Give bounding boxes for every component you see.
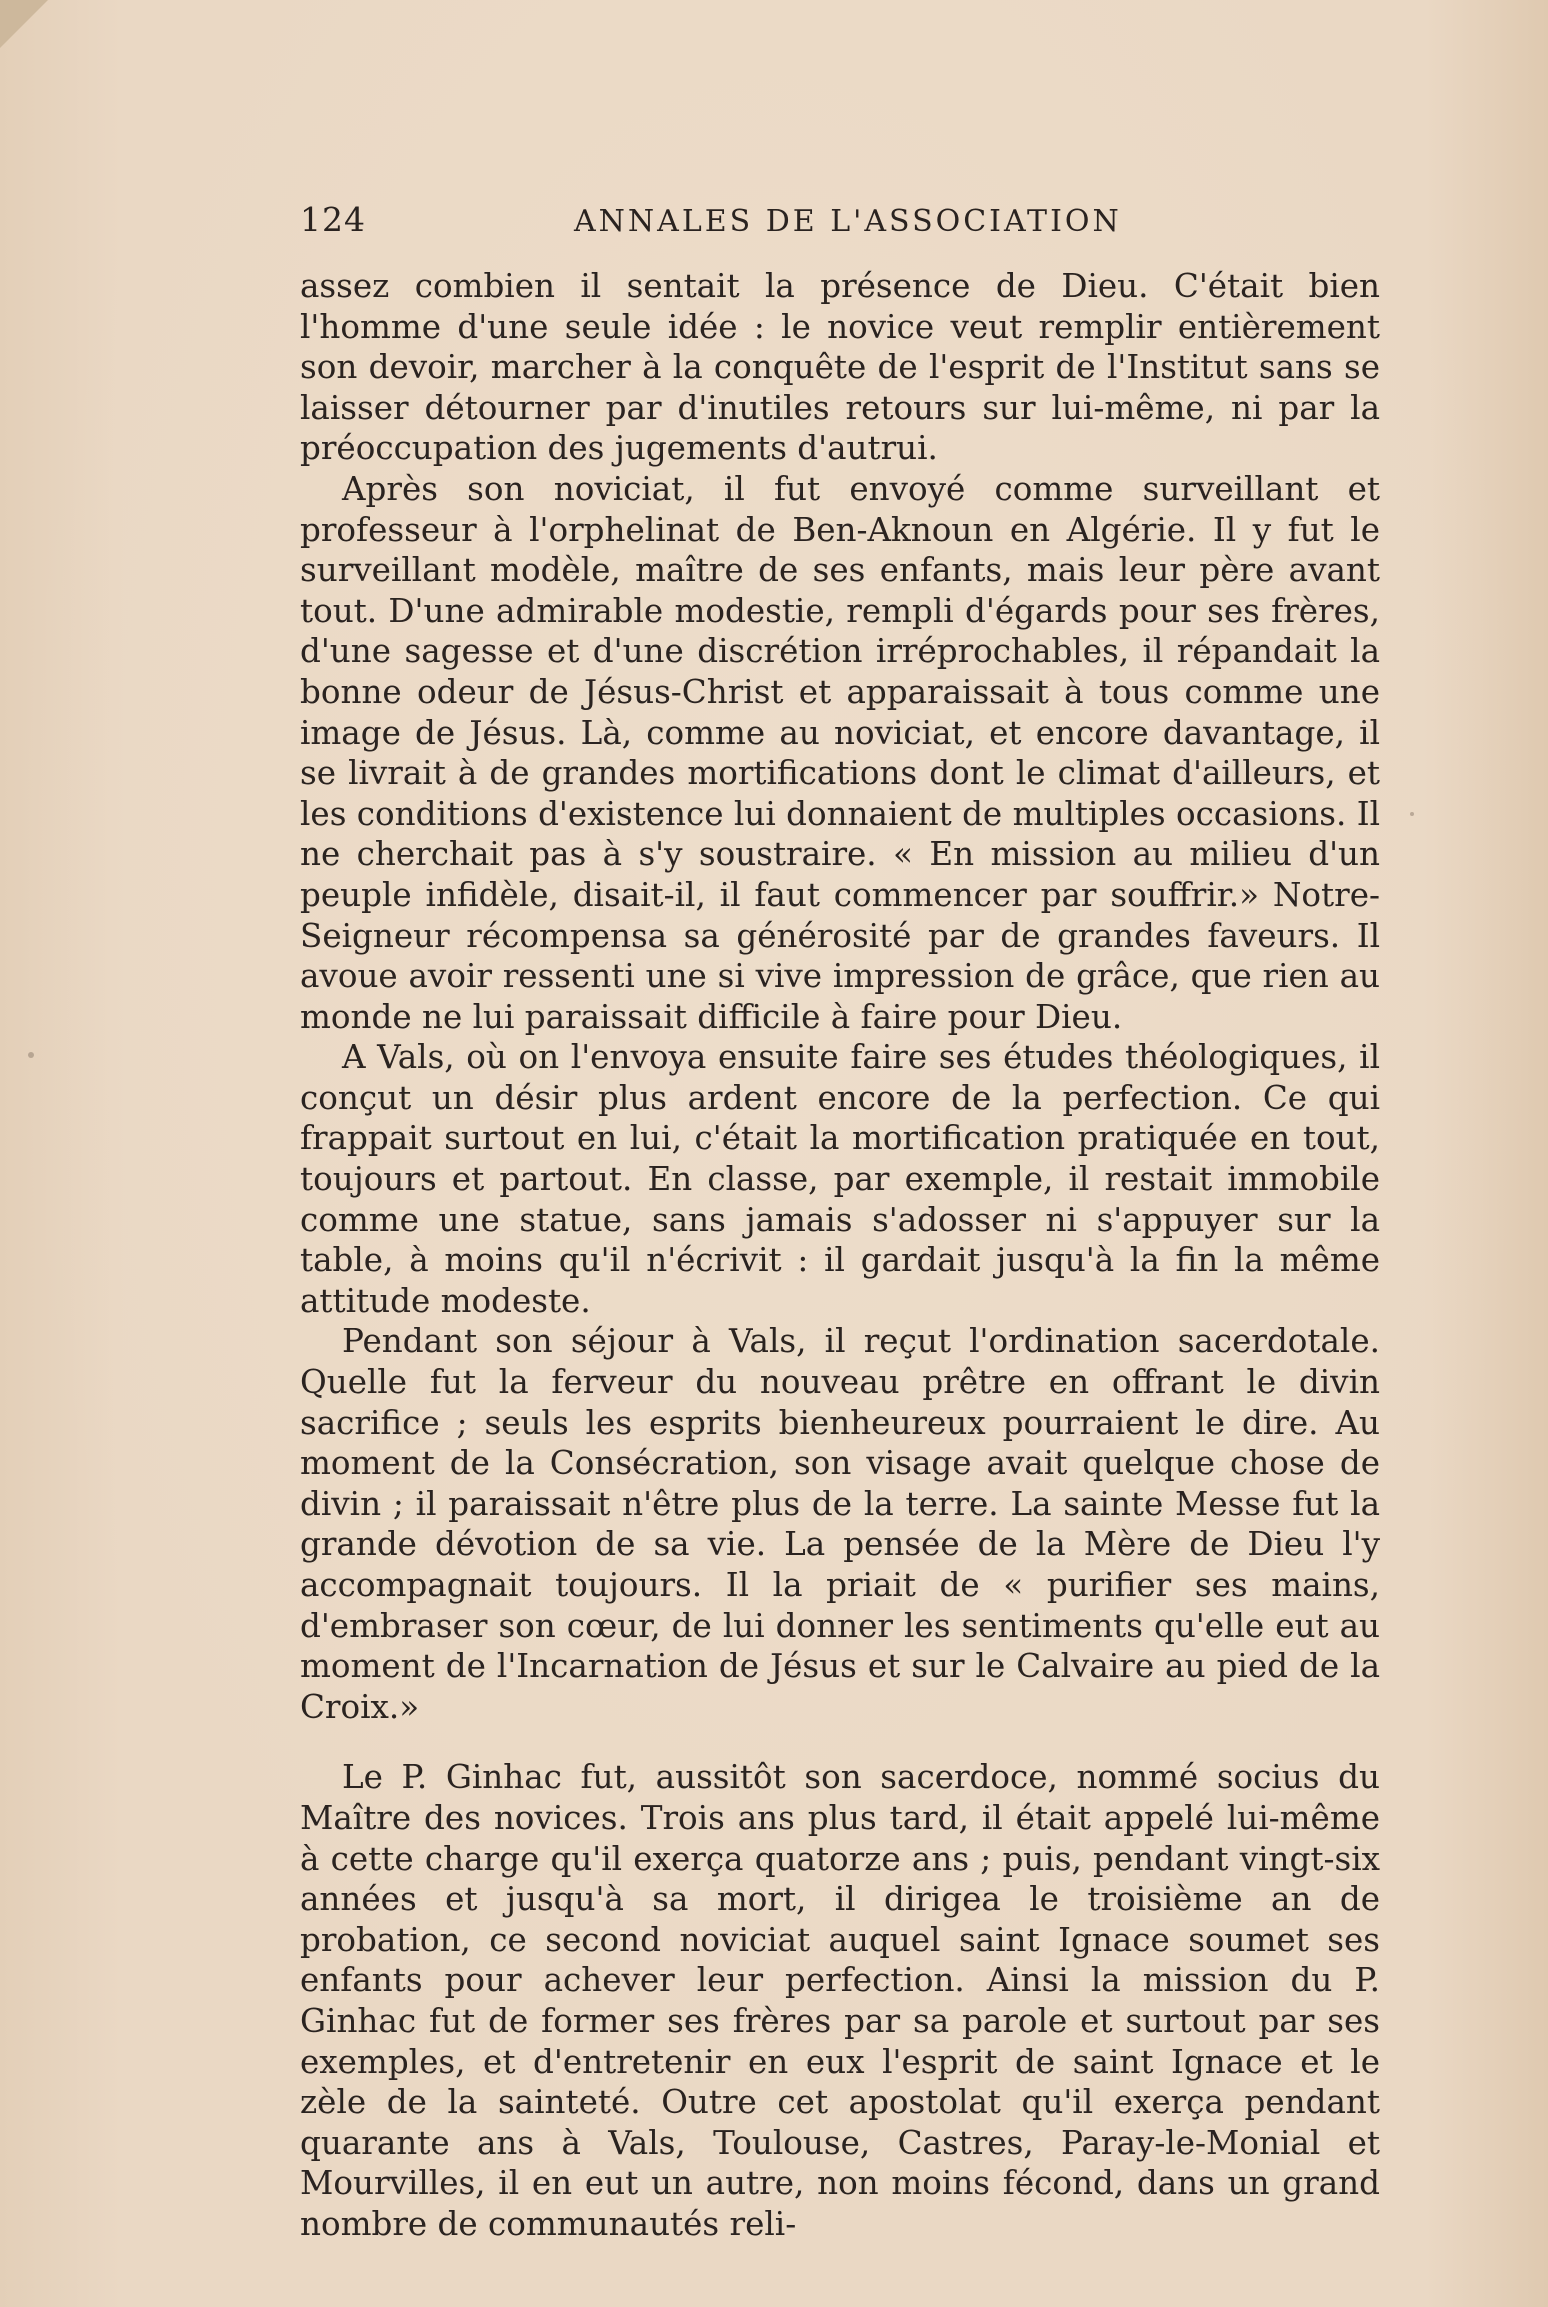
text-block xyxy=(300,200,1380,2245)
paper-speck xyxy=(28,1052,34,1058)
paragraph-2: Après son noviciat, il fut envoyé comme surveillant et professeur à l'orphelinat de Ben-Aknoun en Algérie. Il y fut le surveillant modèle, maître de ses enfants, mais leur père avant tout. D'une admirable modestie, rempli d'égards pour ses frères, d'une sagesse et d'une discrétion irréprochables, il répandait la bonne odeur de Jésus-Christ et apparaissait à tous comme une image de Jésus. Là, comme au noviciat, et encore davantage, il se livrait à de grandes mortifications dont le climat d'ailleurs, et les conditions d'existence lui donnaient de multiples occasions. Il ne cherchait pas à s'y soustraire. « En mission au milieu d'un peuple infidèle, disait-il, il faut commencer par souffrir.» Notre-Seigneur récompensa sa générosité par de grandes faveurs. Il avoue avoir ressenti une si vive impression de grâce, que rien au monde ne lui paraissait difficile à faire pour Dieu. xyxy=(300,469,1380,1036)
running-title: ANNALES DE L'ASSOCIATION xyxy=(574,204,1122,239)
page-corner-fold xyxy=(0,0,48,48)
paper-speck xyxy=(1410,812,1414,816)
running-head xyxy=(300,200,1380,256)
paragraph-5: Le P. Ginhac fut, aussitôt son sacerdoce, nommé socius du Maître des novices. Trois ans plus tard, il était appelé lui-même à cette charge qu'il exerça quatorze ans ; puis, pendant vingt-six années et jusqu'à sa mort, il dirigea le troisième an de probation, ce second noviciat auquel saint Ignace soumet ses enfants pour achever leur perfection. Ainsi la mission du P. Ginhac fut de former ses frères par sa parole et surtout par ses exemples, et d'entretenir en eux l'esprit de saint Ignace et le zèle de la sainteté. Outre cet apostolat qu'il exerça pendant quarante ans à Vals, Toulouse, Castres, Paray-le-Monial et Mourvilles, il en eut un autre, non moins fécond, dans un grand nombre de communautés reli- xyxy=(300,1758,1380,2243)
paragraph-4: Pendant son séjour à Vals, il reçut l'ordination sacerdotale. Quelle fut la ferveur du nouveau prêtre en offrant le divin sacrifice ; seuls les esprits bienheureux pourraient le dire. Au moment de la Consécration, son visage avait quelque chose de divin ; il paraissait n'être plus de la terre. La sainte Messe fut la grande dévotion de sa vie. La pensée de la Mère de Dieu l'y accompagnait toujours. Il la priait de « purifier ses mains, d'embraser son cœur, de lui donner les sentiments qu'elle eut au moment de l'Incarnation de Jésus et sur le Calvaire au pied de la Croix.» xyxy=(300,1322,1380,1726)
paragraph-3: A Vals, où on l'envoya ensuite faire ses études théologiques, il conçut un désir plus ardent encore de la perfection. Ce qui frappait surtout en lui, c'était la mortification pratiquée en tout, toujours et partout. En classe, par exemple, il restait immobile comme une statue, sans jamais s'adosser ni s'appuyer sur la table, à moins qu'il n'écrivit : il gardait jusqu'à la fin la même attitude modeste. xyxy=(300,1038,1380,1320)
page-number: 124 xyxy=(300,200,366,239)
paragraph-1: assez combien il sentait la présence de Dieu. C'était bien l'homme d'une seule idée : le novice veut remplir entièrement son devoir, marcher à la conquête de l'esprit de l'Institut sans se laisser détourner par d'inutiles retours sur lui-même, ni par la préoccupation des jugements d'autrui. xyxy=(300,267,1380,468)
